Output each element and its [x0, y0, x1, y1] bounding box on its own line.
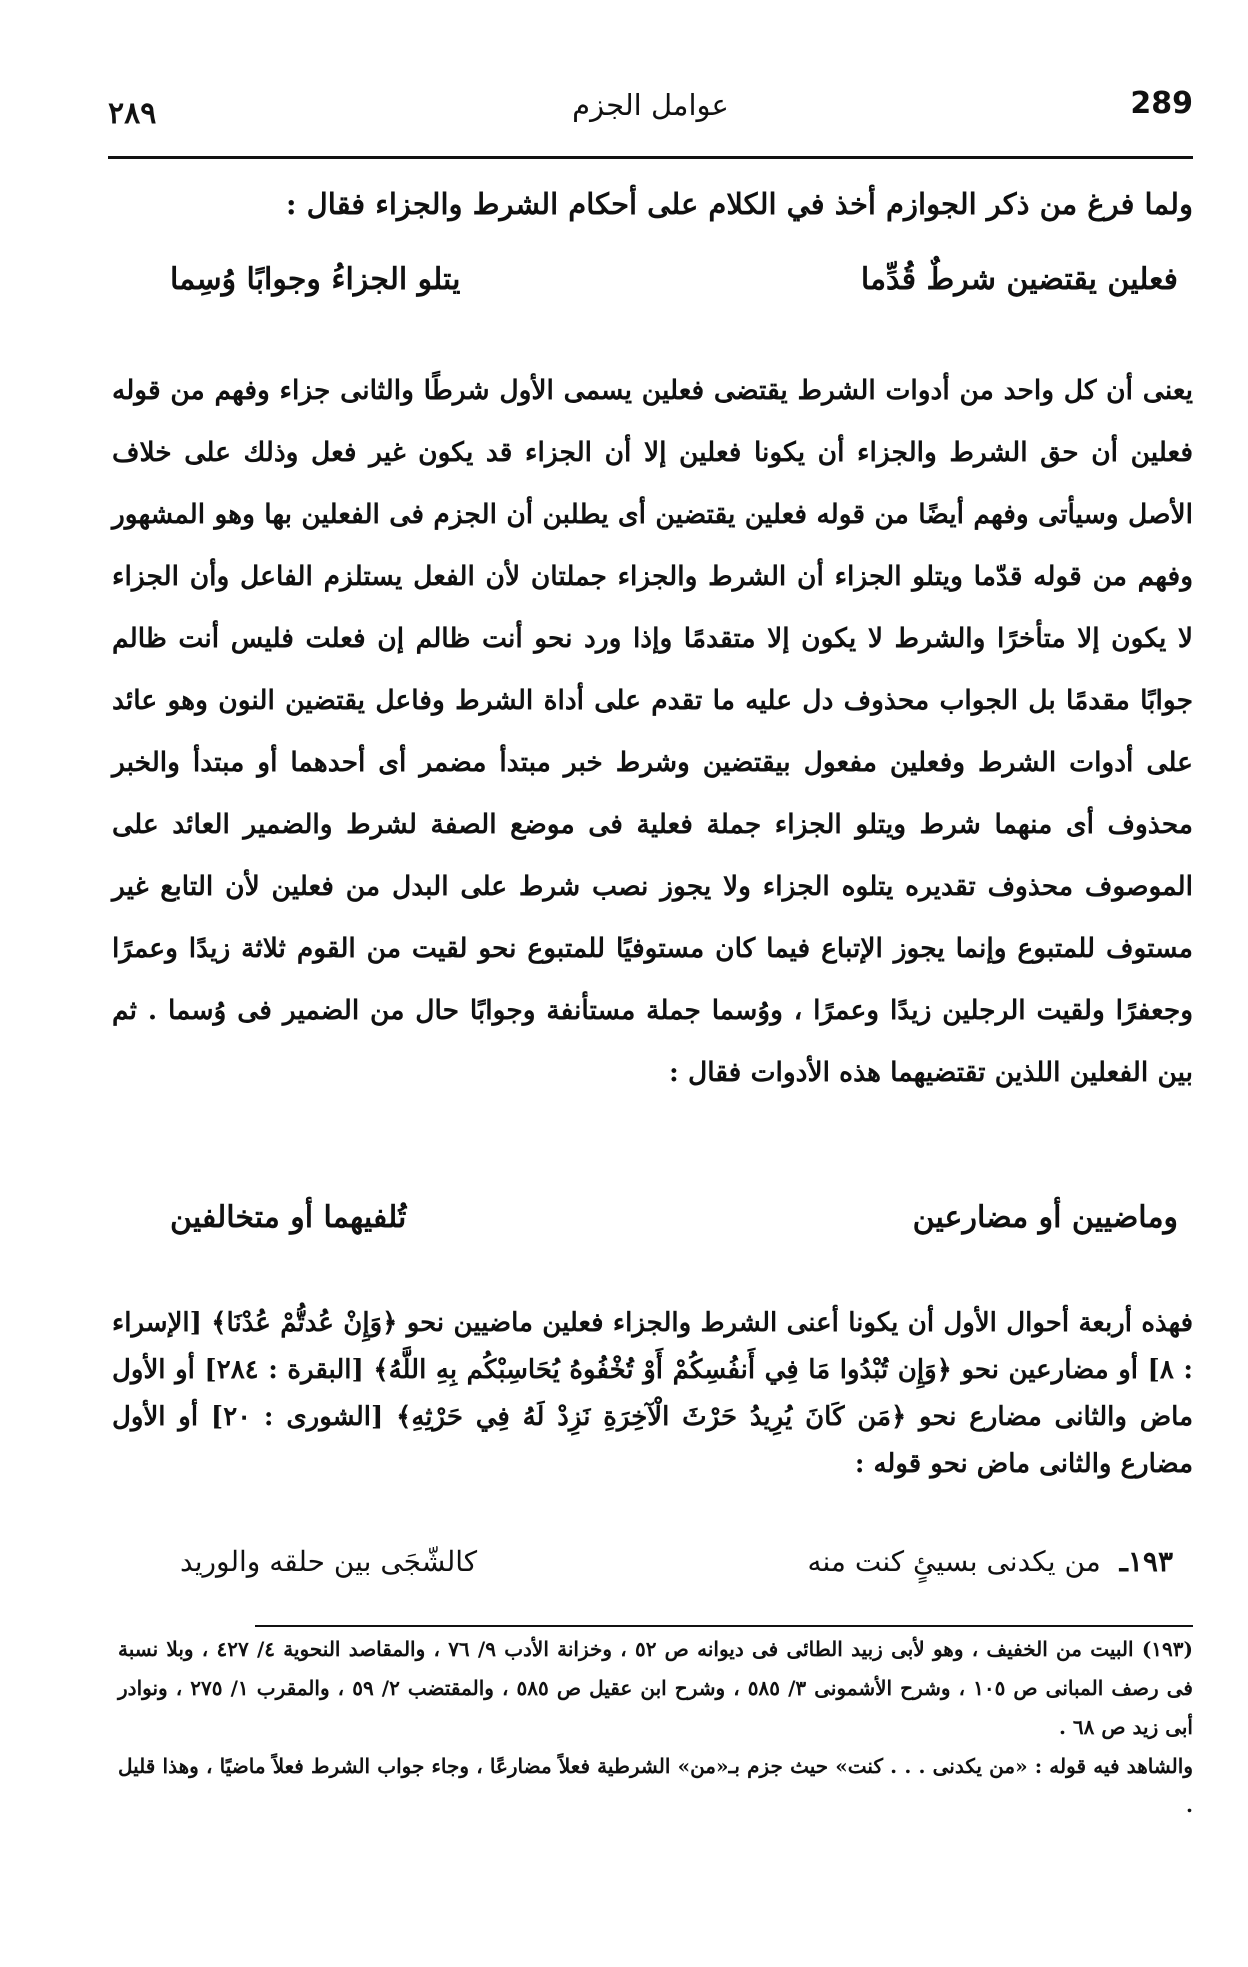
verse-1-hemistich-1: فعلين يقتضين شرطٌ قُدِّما [860, 262, 1178, 297]
example-number: ١٩٣ـ [1119, 1545, 1173, 1578]
footnote-evidence: والشاهد فيه قوله : «من يكدنى . . . كنت» حيث جزم بـ«من» الشرطية فعلاً مضارعًا ، وجاء جواب الشرط فعلاً ماضيًا ، وهذا قليل . [118, 1754, 1193, 1817]
example-hemistich-1: من يكدنى بسيئٍ كنت منه [807, 1545, 1101, 1578]
page-number-latin: 289 [1130, 86, 1193, 121]
verse-1-hemistich-2: يتلو الجزاءُ وجوابًا وُسِما [170, 262, 461, 297]
footnote-source: (١٩٣) البيت من الخفيف ، وهو لأبى زبيد الطائى فى ديوانه ص ٥٢ ، وخزانة الأدب ٩/ ٧٦ ، والمقاصد النحوية ٤/ ٤٢٧ ، وبلا نسبة فى رصف المبانى ص ١٠٥ ، وشرح الأشمونى ٣/ ٥٨٥ ، وشرح ابن عقيل ص ٥٨٥ ، والمقتضب ٢/ ٥٩ ، والمقرب ١/ ٢٧٥ ، ونوادر أبى زيد ص ٦٨ . [118, 1637, 1193, 1739]
example-hemistich-2: كالشّجَى بين حلقه والوريد [180, 1545, 478, 1578]
footnotes [118, 1630, 1193, 1825]
page-number-arabic: ٢٨٩ [108, 96, 157, 131]
page-header [108, 78, 1193, 159]
verse-line-1 [170, 262, 1178, 322]
footnote-divider [255, 1625, 1193, 1627]
intro-line: ولما فرغ من ذكر الجوازم أخذ في الكلام على أحكام الشرط والجزاء فقال : [285, 187, 1193, 221]
example-hemistich-1-group [807, 1545, 1173, 1605]
commentary-paragraph-2: فهذه أربعة أحوال الأول أن يكونا أعنى الشرط والجزاء فعلين ماضيين نحو ﴿وَإِنْ عُدتُّمْ عُدْنَا﴾ [الإسراء : ٨] أو مضارعين نحو ﴿وَإِن تُبْدُوا مَا فِي أَنفُسِكُمْ أَوْ تُخْفُوهُ يُحَاسِبْكُم بِهِ اللَّهُ﴾ [البقرة : ٢٨٤] أو الأول ماض والثانى مضارع نحو ﴿مَن كَانَ يُرِيدُ حَرْثَ الْآخِرَةِ نَزِدْ لَهُ فِي حَرْثِهِ﴾ [الشورى : ٢٠] أو الأول مضارع والثانى ماض نحو قوله : [112, 1308, 1193, 1479]
verse-2-hemistich-2: تُلفيهما أو متخالفين [170, 1200, 407, 1235]
running-title: عوامل الجزم [572, 88, 729, 122]
verse-line-2 [170, 1200, 1178, 1260]
poetry-example [180, 1545, 1173, 1605]
verse-2-hemistich-1: وماضيين أو مضارعين [912, 1200, 1178, 1235]
commentary-paragraph-1: يعنى أن كل واحد من أدوات الشرط يقتضى فعلين يسمى الأول شرطًا والثانى جزاء وفهم من قوله فعلين أن حق الشرط والجزاء أن يكونا فعلين إلا أن الجزاء قد يكون غير فعل وذلك على خلاف الأصل وسيأتى وفهم أيضًا من قوله فعلين يقتضين أى يطلبن أن الجزم فى الفعلين بها وهو المشهور وفهم من قوله قدّما ويتلو الجزاء أن الشرط والجزاء جملتان لأن الفعل يستلزم الفاعل وأن الجزاء لا يكون إلا متأخرًا والشرط لا يكون إلا متقدمًا وإذا ورد نحو أنت ظالم إن فعلت فليس أنت ظالم جوابًا مقدمًا بل الجواب محذوف دل عليه ما تقدم على أداة الشرط وفاعل يقتضين النون وهو عائد على أدوات الشرط وفعلين مفعول بيقتضين وشرط خبر مبتدأ مضمر أى أحدهما أو مبتدأ والخبر محذوف أى منهما شرط ويتلو الجزاء جملة فعلية فى موضع الصفة لشرط والضمير العائد على الموصوف محذوف تقديره يتلوه الجزاء ولا يجوز نصب شرط على البدل من فعلين لأن التابع غير مستوف للمتبوع وإنما يجوز الإتباع فيما كان مستوفيًا للمتبوع نحو لقيت من القوم ثلاثة زيدًا وعمرًا وجعفرًا ولقيت الرجلين زيدًا وعمرًا ، ووُسما جملة مستأنفة وجوابًا حال من الضمير فى وُسما . ثم بين الفعلين اللذين تقتضيهما هذه الأدوات فقال : [112, 375, 1193, 1088]
